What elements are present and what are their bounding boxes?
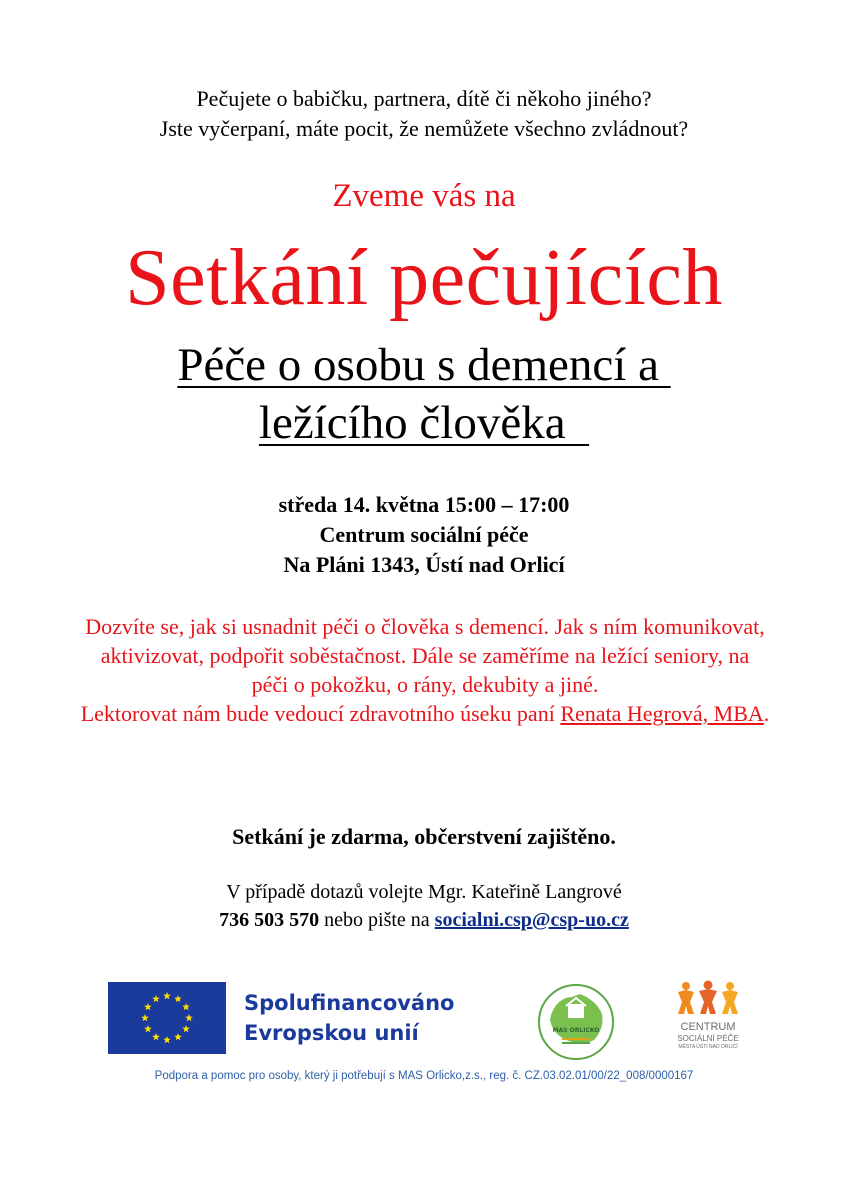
description-text: Dozvíte se, jak si usnadnit péči o člověka s demencí. Jak s ním komunikovat, aktivizovat, podpořit soběstačnost. Dále se zaměříme na ležící seniory, na péči o pokožku, o rány, dekubity a jiné. bbox=[85, 614, 765, 697]
csp-line-3: MĚSTA ÚSTÍ NAD ORLICÍ bbox=[678, 1044, 738, 1050]
contact-middle: nebo pište na bbox=[319, 909, 435, 931]
contact-email-link[interactable]: socialni.csp@csp-uo.cz bbox=[434, 909, 629, 931]
mas-orlicko-logo bbox=[536, 982, 616, 1062]
eu-star-icon bbox=[152, 1033, 160, 1040]
intro-questions bbox=[0, 84, 848, 144]
subtitle-line-2: ležícího člověka bbox=[258, 397, 590, 449]
event-address: Na Pláni 1343, Ústí nad Orlicí bbox=[283, 552, 565, 577]
mas-label: MAS ORLICKO bbox=[552, 1027, 600, 1034]
eu-star-icon bbox=[185, 1014, 193, 1021]
eu-cofinance-text bbox=[244, 988, 454, 1048]
free-note: Setkání je zdarma, občerstvení zajištěno. bbox=[232, 824, 616, 849]
eu-star-icon bbox=[152, 995, 160, 1002]
page-title: Setkání pečujících bbox=[125, 234, 723, 322]
eu-text-line-1: Spolufinancováno bbox=[244, 991, 455, 1015]
event-datetime: středa 14. května 15:00 – 17:00 bbox=[278, 492, 570, 517]
event-description bbox=[80, 612, 770, 728]
event-details bbox=[0, 490, 848, 580]
subtitle-line-1: Péče o osobu s demencí a bbox=[177, 339, 671, 391]
intro-line-2: Jste vyčerpaní, máte pocit, že nemůžete všechno zvládnout? bbox=[159, 116, 689, 141]
eu-text-line-2: Evropskou unií bbox=[244, 1021, 419, 1045]
subtitle bbox=[0, 336, 848, 452]
people-icon bbox=[670, 980, 746, 1016]
eu-star-icon bbox=[144, 1003, 152, 1010]
intro-line-1: Pečujete o babičku, partnera, dítě či někoho jiného? bbox=[196, 86, 652, 111]
eu-flag-logo bbox=[108, 982, 226, 1054]
eu-star-icon bbox=[174, 995, 182, 1002]
contact-info bbox=[0, 878, 848, 934]
eu-star-icon bbox=[163, 992, 171, 999]
eu-stars-icon bbox=[108, 982, 226, 1054]
event-venue: Centrum sociální péče bbox=[319, 522, 529, 547]
eu-star-icon bbox=[163, 1036, 171, 1043]
eu-star-icon bbox=[141, 1014, 149, 1021]
csp-line-1: CENTRUM bbox=[680, 1021, 736, 1033]
lecturer-name: Renata Hegrová, MBA bbox=[560, 701, 764, 726]
lecturer-line bbox=[80, 699, 770, 728]
csp-logo bbox=[670, 980, 746, 1060]
csp-line-2: SOCIÁLNÍ PÉČE bbox=[677, 1034, 739, 1043]
invite-text: Zveme vás na bbox=[332, 178, 516, 214]
lecturer-suffix: . bbox=[763, 701, 770, 726]
eu-star-icon bbox=[182, 1025, 190, 1032]
eu-star-icon bbox=[182, 1003, 190, 1010]
contact-line-1: V případě dotazů volejte Mgr. Kateřině Langrové bbox=[226, 881, 622, 903]
contact-line-2 bbox=[0, 906, 848, 934]
footer-note: Podpora a pomoc pro osoby, který ji potřebují s MAS Orlicko,z.s., reg. č. CZ.03.02.01/00/22_008/0000167 bbox=[154, 1070, 694, 1082]
lecturer-prefix: Lektorovat nám bude vedoucí zdravotního úseku paní bbox=[80, 701, 561, 726]
eu-star-icon bbox=[174, 1033, 182, 1040]
eu-star-icon bbox=[144, 1025, 152, 1032]
contact-phone: 736 503 570 bbox=[219, 909, 320, 931]
